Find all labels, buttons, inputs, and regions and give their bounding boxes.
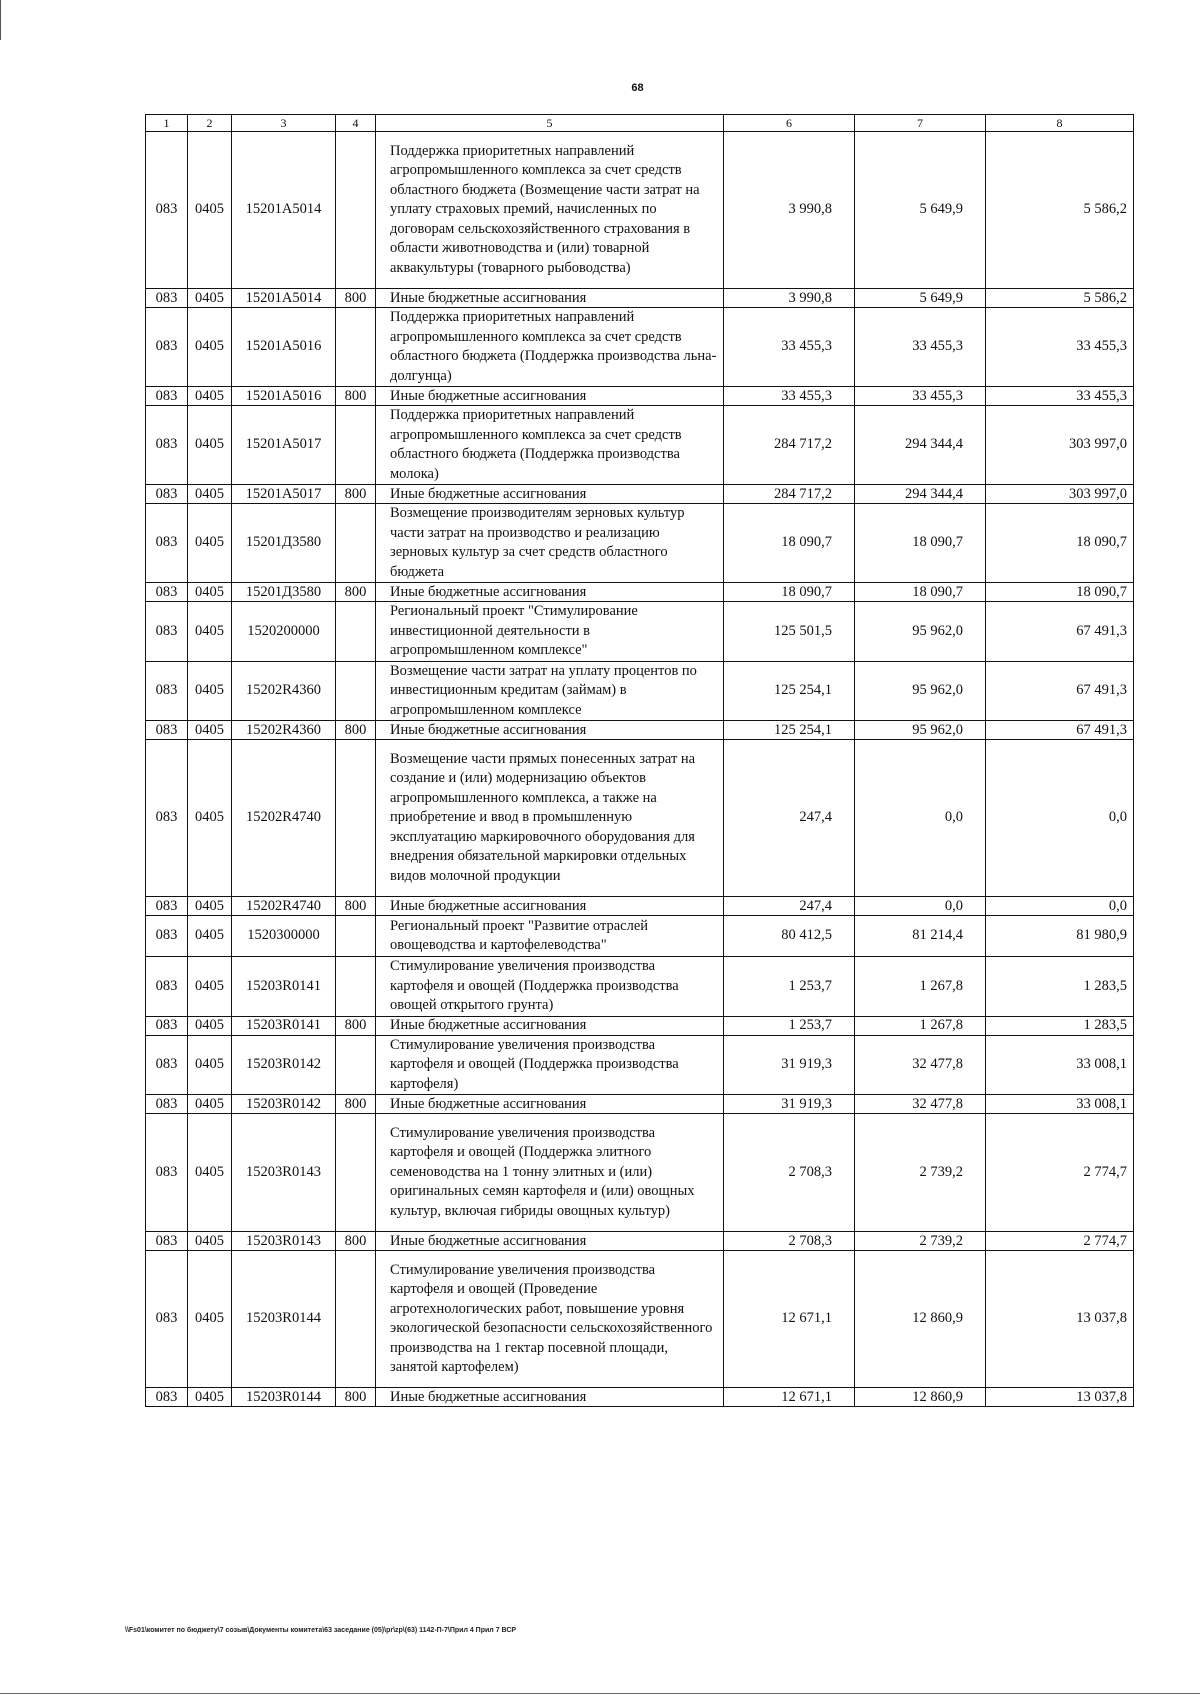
cell-amount-year2: 33 455,3 (855, 387, 986, 406)
cell-section-code: 0405 (188, 1388, 232, 1407)
scan-edge-line (0, 1693, 1200, 1694)
cell-amount-year2: 81 214,4 (855, 916, 986, 957)
cell-expense-type (336, 504, 376, 583)
cell-description: Иные бюджетные ассигнования (376, 1016, 724, 1035)
cell-ministry-code: 083 (146, 583, 188, 602)
cell-description: Иные бюджетные ассигнования (376, 1388, 724, 1407)
cell-ministry-code: 083 (146, 1095, 188, 1114)
cell-description: Иные бюджетные ассигнования (376, 387, 724, 406)
cell-section-code: 0405 (188, 897, 232, 916)
cell-section-code: 0405 (188, 721, 232, 740)
cell-section-code: 0405 (188, 583, 232, 602)
cell-amount-year2: 5 649,9 (855, 289, 986, 308)
cell-description: Иные бюджетные ассигнования (376, 289, 724, 308)
cell-ministry-code: 083 (146, 1016, 188, 1035)
cell-section-code: 0405 (188, 1095, 232, 1114)
cell-expense-type: 800 (336, 897, 376, 916)
cell-amount-year1: 3 990,8 (724, 132, 855, 289)
cell-section-code: 0405 (188, 740, 232, 897)
cell-amount-year2: 95 962,0 (855, 661, 986, 721)
cell-amount-year3: 0,0 (986, 740, 1134, 897)
cell-section-code: 0405 (188, 504, 232, 583)
cell-amount-year3: 303 997,0 (986, 485, 1134, 504)
cell-description: Стимулирование увеличения производства картофеля и овощей (Проведение агротехнологических работ, повышение уровня экологической безопасности сельскохозяйственного производства на 1 гектар посевной площади, занятой картофелем) (376, 1251, 724, 1388)
cell-amount-year1: 33 455,3 (724, 387, 855, 406)
cell-expense-type: 800 (336, 387, 376, 406)
table-row (146, 1232, 1134, 1251)
cell-target-article: 15202R4740 (232, 897, 336, 916)
cell-amount-year3: 2 774,7 (986, 1232, 1134, 1251)
cell-amount-year1: 247,4 (724, 897, 855, 916)
table-row (146, 1251, 1134, 1388)
table-row (146, 1114, 1134, 1232)
table-row (146, 661, 1134, 721)
cell-description: Иные бюджетные ассигнования (376, 583, 724, 602)
cell-target-article: 15203R0144 (232, 1388, 336, 1407)
cell-amount-year1: 247,4 (724, 740, 855, 897)
cell-target-article: 15201А5017 (232, 406, 336, 485)
cell-amount-year1: 125 254,1 (724, 661, 855, 721)
cell-amount-year3: 67 491,3 (986, 721, 1134, 740)
cell-amount-year1: 18 090,7 (724, 504, 855, 583)
table-row (146, 1095, 1134, 1114)
table-row (146, 504, 1134, 583)
cell-amount-year1: 12 671,1 (724, 1388, 855, 1407)
cell-amount-year1: 1 253,7 (724, 957, 855, 1017)
cell-target-article: 15203R0141 (232, 1016, 336, 1035)
cell-ministry-code: 083 (146, 132, 188, 289)
cell-section-code: 0405 (188, 308, 232, 387)
cell-ministry-code: 083 (146, 1035, 188, 1095)
table-row (146, 916, 1134, 957)
cell-section-code: 0405 (188, 1232, 232, 1251)
column-header: 2 (188, 115, 232, 132)
footer-file-path: \\Fs01\комитет по бюджету\7 созыв\Документы комитета\63 заседание (05)\pr\zp\(63) 1142-П-7\Прил 4 Прил 7 ВСР (125, 1627, 517, 1634)
cell-target-article: 15202R4360 (232, 661, 336, 721)
cell-amount-year1: 12 671,1 (724, 1251, 855, 1388)
column-header: 8 (986, 115, 1134, 132)
table-row (146, 583, 1134, 602)
cell-ministry-code: 083 (146, 1232, 188, 1251)
cell-expense-type (336, 132, 376, 289)
table-row (146, 485, 1134, 504)
cell-section-code: 0405 (188, 485, 232, 504)
cell-expense-type (336, 1035, 376, 1095)
cell-ministry-code: 083 (146, 1114, 188, 1232)
cell-amount-year3: 33 008,1 (986, 1035, 1134, 1095)
cell-description: Возмещение части затрат на уплату процентов по инвестиционным кредитам (займам) в агропромышленном комплексе (376, 661, 724, 721)
cell-amount-year2: 0,0 (855, 897, 986, 916)
cell-description: Возмещение части прямых понесенных затрат на создание и (или) модернизацию объектов агропромышленного комплекса, а также на приобретение и ввод в промышленную эксплуатацию маркировочного оборудования для внедрения обязательной маркировки отдельных видов молочной продукции (376, 740, 724, 897)
cell-ministry-code: 083 (146, 916, 188, 957)
cell-amount-year2: 12 860,9 (855, 1388, 986, 1407)
cell-expense-type (336, 1251, 376, 1388)
cell-section-code: 0405 (188, 1114, 232, 1232)
page-number: 68 (631, 82, 644, 94)
cell-expense-type (336, 602, 376, 662)
column-header: 5 (376, 115, 724, 132)
cell-amount-year3: 13 037,8 (986, 1388, 1134, 1407)
cell-amount-year2: 2 739,2 (855, 1232, 986, 1251)
cell-expense-type (336, 661, 376, 721)
cell-amount-year3: 5 586,2 (986, 289, 1134, 308)
cell-target-article: 15201А5014 (232, 132, 336, 289)
table-row (146, 897, 1134, 916)
cell-section-code: 0405 (188, 957, 232, 1017)
cell-target-article: 15203R0144 (232, 1251, 336, 1388)
table-row (146, 308, 1134, 387)
cell-expense-type: 800 (336, 1232, 376, 1251)
cell-ministry-code: 083 (146, 957, 188, 1017)
cell-amount-year2: 95 962,0 (855, 721, 986, 740)
cell-expense-type: 800 (336, 721, 376, 740)
cell-amount-year2: 294 344,4 (855, 485, 986, 504)
column-header: 4 (336, 115, 376, 132)
table-row (146, 406, 1134, 485)
cell-amount-year3: 5 586,2 (986, 132, 1134, 289)
cell-amount-year1: 31 919,3 (724, 1035, 855, 1095)
cell-amount-year2: 2 739,2 (855, 1114, 986, 1232)
table-row (146, 740, 1134, 897)
table-row (146, 602, 1134, 662)
cell-amount-year2: 32 477,8 (855, 1035, 986, 1095)
cell-target-article: 15203R0142 (232, 1095, 336, 1114)
column-header: 6 (724, 115, 855, 132)
cell-amount-year3: 18 090,7 (986, 504, 1134, 583)
cell-amount-year1: 18 090,7 (724, 583, 855, 602)
cell-amount-year1: 2 708,3 (724, 1232, 855, 1251)
cell-amount-year1: 284 717,2 (724, 406, 855, 485)
cell-section-code: 0405 (188, 406, 232, 485)
cell-amount-year1: 33 455,3 (724, 308, 855, 387)
cell-amount-year1: 80 412,5 (724, 916, 855, 957)
cell-amount-year3: 18 090,7 (986, 583, 1134, 602)
cell-amount-year1: 125 254,1 (724, 721, 855, 740)
cell-description: Иные бюджетные ассигнования (376, 721, 724, 740)
cell-expense-type: 800 (336, 1095, 376, 1114)
cell-amount-year3: 33 008,1 (986, 1095, 1134, 1114)
cell-description: Иные бюджетные ассигнования (376, 485, 724, 504)
cell-ministry-code: 083 (146, 485, 188, 504)
cell-amount-year1: 1 253,7 (724, 1016, 855, 1035)
cell-amount-year3: 33 455,3 (986, 308, 1134, 387)
column-number-row (146, 115, 1134, 132)
cell-description: Региональный проект "Развитие отраслей овощеводства и картофелеводства" (376, 916, 724, 957)
cell-expense-type: 800 (336, 1388, 376, 1407)
cell-amount-year1: 125 501,5 (724, 602, 855, 662)
table-row (146, 1016, 1134, 1035)
cell-ministry-code: 083 (146, 721, 188, 740)
cell-expense-type (336, 308, 376, 387)
cell-target-article: 1520300000 (232, 916, 336, 957)
cell-description: Поддержка приоритетных направлений агропромышленного комплекса за счет средств областного бюджета (Поддержка производства молока) (376, 406, 724, 485)
cell-expense-type (336, 740, 376, 897)
cell-amount-year3: 0,0 (986, 897, 1134, 916)
scan-edge-mark (0, 0, 1, 40)
table-row (146, 289, 1134, 308)
table-row (146, 721, 1134, 740)
cell-target-article: 15201А5016 (232, 308, 336, 387)
cell-section-code: 0405 (188, 916, 232, 957)
cell-amount-year1: 284 717,2 (724, 485, 855, 504)
cell-description: Иные бюджетные ассигнования (376, 897, 724, 916)
cell-amount-year1: 2 708,3 (724, 1114, 855, 1232)
cell-amount-year3: 81 980,9 (986, 916, 1134, 957)
cell-amount-year2: 5 649,9 (855, 132, 986, 289)
cell-amount-year1: 31 919,3 (724, 1095, 855, 1114)
column-header: 3 (232, 115, 336, 132)
cell-amount-year2: 1 267,8 (855, 957, 986, 1017)
cell-expense-type (336, 406, 376, 485)
cell-amount-year2: 18 090,7 (855, 504, 986, 583)
cell-description: Иные бюджетные ассигнования (376, 1232, 724, 1251)
column-header: 1 (146, 115, 188, 132)
cell-section-code: 0405 (188, 661, 232, 721)
cell-amount-year2: 18 090,7 (855, 583, 986, 602)
table-row (146, 957, 1134, 1017)
cell-amount-year2: 32 477,8 (855, 1095, 986, 1114)
cell-section-code: 0405 (188, 132, 232, 289)
cell-description: Стимулирование увеличения производства картофеля и овощей (Поддержка элитного семеноводства на 1 тонну элитных и (или) оригинальных семян картофеля и (или) овощных культур, включая гибриды овощных культур) (376, 1114, 724, 1232)
table-row (146, 387, 1134, 406)
cell-target-article: 1520200000 (232, 602, 336, 662)
cell-expense-type (336, 916, 376, 957)
cell-section-code: 0405 (188, 602, 232, 662)
cell-ministry-code: 083 (146, 740, 188, 897)
cell-ministry-code: 083 (146, 406, 188, 485)
cell-amount-year2: 12 860,9 (855, 1251, 986, 1388)
cell-description: Региональный проект "Стимулирование инвестиционной деятельности в агропромышленном комплексе" (376, 602, 724, 662)
cell-ministry-code: 083 (146, 1251, 188, 1388)
cell-ministry-code: 083 (146, 897, 188, 916)
cell-target-article: 15203R0143 (232, 1232, 336, 1251)
cell-target-article: 15203R0143 (232, 1114, 336, 1232)
cell-amount-year2: 0,0 (855, 740, 986, 897)
cell-amount-year2: 1 267,8 (855, 1016, 986, 1035)
cell-ministry-code: 083 (146, 289, 188, 308)
cell-amount-year3: 33 455,3 (986, 387, 1134, 406)
cell-expense-type: 800 (336, 289, 376, 308)
cell-expense-type: 800 (336, 1016, 376, 1035)
cell-target-article: 15203R0142 (232, 1035, 336, 1095)
cell-ministry-code: 083 (146, 387, 188, 406)
cell-amount-year3: 1 283,5 (986, 1016, 1134, 1035)
cell-expense-type: 800 (336, 583, 376, 602)
cell-ministry-code: 083 (146, 602, 188, 662)
cell-amount-year3: 67 491,3 (986, 602, 1134, 662)
cell-section-code: 0405 (188, 1251, 232, 1388)
cell-ministry-code: 083 (146, 661, 188, 721)
cell-target-article: 15203R0141 (232, 957, 336, 1017)
cell-amount-year3: 303 997,0 (986, 406, 1134, 485)
table-row (146, 132, 1134, 289)
cell-amount-year2: 294 344,4 (855, 406, 986, 485)
cell-target-article: 15202R4740 (232, 740, 336, 897)
table-row (146, 1388, 1134, 1407)
cell-description: Возмещение производителям зерновых культур части затрат на производство и реализацию зерновых культур за счет средств областного бюджета (376, 504, 724, 583)
budget-allocation-table (145, 114, 1134, 1407)
cell-description: Стимулирование увеличения производства картофеля и овощей (Поддержка производства овощей открытого грунта) (376, 957, 724, 1017)
cell-amount-year1: 3 990,8 (724, 289, 855, 308)
cell-amount-year3: 1 283,5 (986, 957, 1134, 1017)
cell-ministry-code: 083 (146, 504, 188, 583)
cell-section-code: 0405 (188, 1035, 232, 1095)
table-row (146, 1035, 1134, 1095)
cell-target-article: 15202R4360 (232, 721, 336, 740)
cell-target-article: 15201Д3580 (232, 504, 336, 583)
cell-section-code: 0405 (188, 289, 232, 308)
cell-description: Иные бюджетные ассигнования (376, 1095, 724, 1114)
cell-description: Поддержка приоритетных направлений агропромышленного комплекса за счет средств областного бюджета (Возмещение части затрат на уплату страховых премий, начисленных по договорам сельскохозяйственного страхования в области животноводства и (или) товарной аквакультуры (товарного рыбоводства) (376, 132, 724, 289)
cell-amount-year3: 13 037,8 (986, 1251, 1134, 1388)
cell-expense-type (336, 957, 376, 1017)
cell-description: Поддержка приоритетных направлений агропромышленного комплекса за счет средств областного бюджета (Поддержка производства льна-долгунца) (376, 308, 724, 387)
cell-description: Стимулирование увеличения производства картофеля и овощей (Поддержка производства картофеля) (376, 1035, 724, 1095)
cell-section-code: 0405 (188, 387, 232, 406)
cell-amount-year3: 2 774,7 (986, 1114, 1134, 1232)
cell-ministry-code: 083 (146, 308, 188, 387)
cell-expense-type (336, 1114, 376, 1232)
cell-section-code: 0405 (188, 1016, 232, 1035)
column-header: 7 (855, 115, 986, 132)
cell-target-article: 15201А5017 (232, 485, 336, 504)
cell-expense-type: 800 (336, 485, 376, 504)
cell-ministry-code: 083 (146, 1388, 188, 1407)
cell-amount-year2: 95 962,0 (855, 602, 986, 662)
cell-amount-year3: 67 491,3 (986, 661, 1134, 721)
cell-amount-year2: 33 455,3 (855, 308, 986, 387)
cell-target-article: 15201А5016 (232, 387, 336, 406)
cell-target-article: 15201Д3580 (232, 583, 336, 602)
cell-target-article: 15201А5014 (232, 289, 336, 308)
